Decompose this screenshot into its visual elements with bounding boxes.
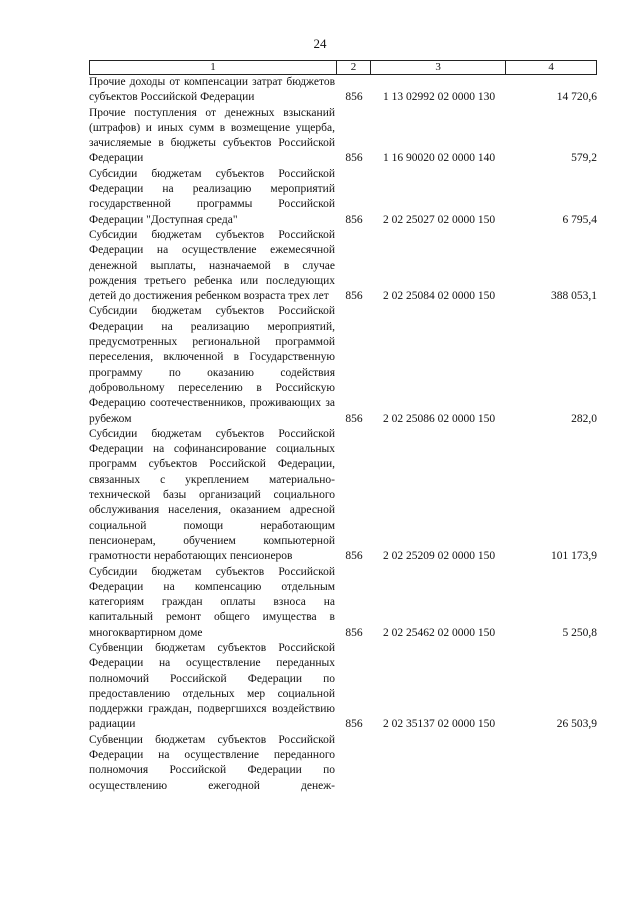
table-row <box>89 427 597 565</box>
table-row <box>89 565 597 641</box>
row-admin-code: 856 <box>345 412 363 425</box>
row-description: Субсидии бюджетам субъектов Российской Федерации на софинансирование социальных программ субъектов Российской Федерации, связанных с укреплением материально-технической базы организаций социального обслуживания населения, оказанием адресной социальной помощи неработающим пенсионерам, обучением компьютерной грамотности неработающих пенсионеров <box>89 427 335 563</box>
table-row <box>89 106 597 167</box>
row-description: Прочие поступления от денежных взысканий (штрафов) и иных сумм в возмещение ущерба, зачисляемые в бюджеты субъектов Российской Федерации <box>89 106 335 165</box>
row-description: Прочие доходы от компенсации затрат бюджетов субъектов Российской Федерации <box>89 76 335 104</box>
row-amount: 6 795,4 <box>562 213 597 226</box>
page-number: 24 <box>313 36 327 51</box>
row-budget-code: 2 02 25084 02 0000 150 <box>382 290 496 303</box>
column-header-1: 1 <box>90 61 337 74</box>
row-admin-code: 856 <box>345 718 363 731</box>
row-budget-code: 1 13 02992 02 0000 130 <box>382 91 496 104</box>
row-budget-code: 1 16 90020 02 0000 140 <box>382 152 496 165</box>
table-row <box>89 733 597 794</box>
row-amount: 282,0 <box>571 412 597 425</box>
table-row <box>89 641 597 733</box>
row-budget-code: 2 02 35137 02 0000 150 <box>382 718 496 731</box>
row-description: Субсидии бюджетам субъектов Российской Федерации на реализацию мероприятий, предусмотренных региональной программой переселения, включенной в Государственную программу по оказанию содействия добровольному переселению в Российскую Федерацию соотечественников, проживающих за рубежом <box>89 305 335 425</box>
row-admin-code: 856 <box>345 290 363 303</box>
table-row <box>89 228 597 304</box>
row-description: Субсидии бюджетам субъектов Российской Федерации на реализацию мероприятий государственной программы Российской Федерации "Доступная среда" <box>89 167 335 226</box>
row-amount: 388 053,1 <box>551 290 597 303</box>
table-header-row <box>89 60 597 75</box>
row-budget-code: 2 02 25209 02 0000 150 <box>382 550 496 563</box>
row-budget-code: 2 02 25462 02 0000 150 <box>382 626 496 639</box>
row-description: Субсидии бюджетам субъектов Российской Федерации на осуществление ежемесячной денежной выплаты, назначаемой в случае рождения третьего ребенка или последующих детей до достижения ребенком возраста трех лет <box>89 228 335 303</box>
row-description: Субсидии бюджетам субъектов Российской Федерации на компенсацию отдельным категориям граждан оплаты взноса на капитальный ремонт общего имущества в многоквартирном доме <box>89 565 335 639</box>
column-header-2: 2 <box>337 61 371 74</box>
row-admin-code: 856 <box>345 213 363 226</box>
row-admin-code: 856 <box>345 91 363 104</box>
row-budget-code: 2 02 25027 02 0000 150 <box>382 213 496 226</box>
table-row <box>89 167 597 228</box>
row-admin-code: 856 <box>345 626 363 639</box>
row-admin-code: 856 <box>345 152 363 165</box>
row-description: Субвенции бюджетам субъектов Российской Федерации на осуществление переданного полномочия Российской Федерации по осуществлению ежегодной денеж- <box>89 733 335 792</box>
row-amount: 26 503,9 <box>556 718 597 731</box>
row-budget-code: 2 02 25086 02 0000 150 <box>382 412 496 425</box>
table-row <box>89 75 597 106</box>
column-header-4: 4 <box>548 61 554 73</box>
row-amount: 579,2 <box>571 152 597 165</box>
row-amount: 101 173,9 <box>551 550 597 563</box>
column-header-3: 3 <box>371 61 506 74</box>
row-description: Субвенции бюджетам субъектов Российской Федерации на осуществление переданных полномочий Российской Федерации по предоставлению отдельных мер социальной поддержки граждан, подвергшихся воздействию радиации <box>89 641 335 731</box>
row-amount: 14 720,6 <box>556 91 597 104</box>
row-admin-code: 856 <box>345 550 363 563</box>
table-row <box>89 304 597 426</box>
revenue-table <box>89 60 597 794</box>
row-amount: 5 250,8 <box>562 626 597 639</box>
